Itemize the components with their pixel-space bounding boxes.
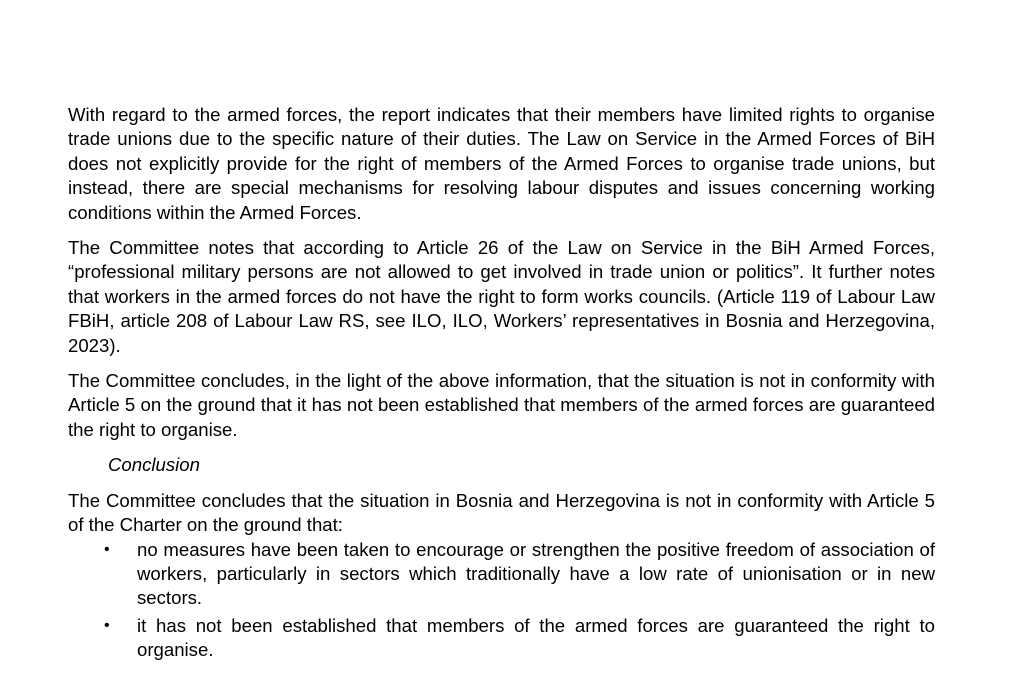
paragraph-armed-forces: With regard to the armed forces, the report indicates that their members have limited rights to organise trade unions due to the specific nature of their duties. The Law on Service in the Armed Forces of BiH does not explicitly provide for the right of members of the Armed Forces to organise trade unions, but instead, there are special mechanisms for resolving labour disputes and issues concerning working conditions within the Armed Forces.: [68, 104, 935, 223]
conclusion-bullet-list: [68, 538, 935, 663]
bullet-text: no measures have been taken to encourage or strengthen the positive freedom of association of workers, particularly in sectors which traditionally have a low rate of unionisation or in new sectors.: [137, 538, 935, 609]
conclusion-heading: Conclusion: [108, 454, 200, 476]
paragraph-committee-concludes: The Committee concludes, in the light of the above information, that the situation is not in conformity with Article 5 on the ground that it has not been established that members of the armed forces are guaranteed the right to organise.: [68, 370, 935, 440]
conclusion-intro: The Committee concludes that the situation in Bosnia and Herzegovina is not in conformity with Article 5 of the Charter on the ground that:: [68, 489, 935, 536]
document-body: [68, 103, 935, 666]
list-item: [68, 538, 935, 611]
list-item: [68, 614, 935, 663]
paragraph-committee-notes: The Committee notes that according to Article 26 of the Law on Service in the BiH Armed Forces, “professional military persons are not allowed to get involved in trade union or politics”. It further notes that workers in the armed forces do not have the right to form works councils. (Article 119 of Labour Law FBiH, article 208 of Labour Law RS, see ILO, ILO, Workers’ representatives in Bosnia and Herzegovina, 2023).: [68, 237, 935, 356]
bullet-text: it has not been established that members of the armed forces are guaranteed the right to organise.: [137, 614, 935, 661]
bullet-icon: •: [104, 540, 110, 558]
bullet-icon: •: [104, 616, 110, 634]
